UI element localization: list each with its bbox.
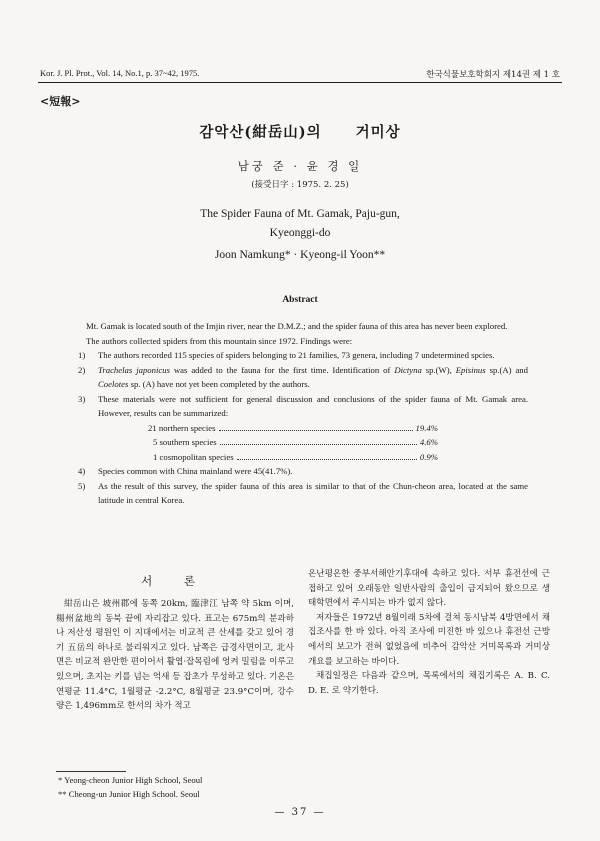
body-left-column bbox=[56, 597, 294, 714]
title-english bbox=[0, 205, 600, 243]
title-korean-part1: 감악산(紺岳山)의 bbox=[199, 124, 322, 141]
intro-heading: 서 론 bbox=[141, 574, 209, 588]
body-right-column bbox=[308, 567, 550, 698]
journal-name: 한국식물보호학회지 제14권 제 1 호 bbox=[426, 70, 560, 80]
body-paragraph: 채집일정은 다음과 같으며, 목록에서의 채집기록은 A. B. C. D. E. 로 약기한다. bbox=[308, 671, 550, 696]
abstract-heading: Abstract bbox=[282, 295, 318, 305]
footnote-2: ** Cheong-un Junior High School. Seoul bbox=[58, 789, 200, 799]
title-english-line1: The Spider Fauna of Mt. Gamak, Paju-gun, bbox=[200, 208, 400, 220]
received-date: (接受日字 : 1975. 2. 25) bbox=[251, 180, 349, 190]
abstract-body bbox=[78, 319, 528, 508]
finding-item: 5) As the result of this survey, the spider fauna of this area is similar to that of the Chun-cheon area, located at the same latitude in central Korea. bbox=[78, 480, 528, 505]
species-summary-table bbox=[148, 421, 438, 465]
body-paragraph: 저자들은 1972년 8월이래 5차에 걸쳐 동시남북 4방면에서 채집조사를 한 바 있다. 아직 조사에 미진한 바 있으나 휴전선 근방에서의 보고가 전혀 없었음에 비추어 감악산 거미목록과 거미상 개요를 보고하는 바이다. bbox=[308, 612, 550, 667]
summary-row: 21 northern species 19.4% bbox=[148, 422, 438, 433]
finding-item: 3) These materials were not sufficient for general discussion and conclusions of the spider fauna of Mt. Gamak area. However, results can be summarized: bbox=[78, 393, 528, 418]
authors-korean: 남궁 준 · 윤 경 일 bbox=[237, 159, 363, 173]
finding-item: 2) Trachelas japonicus was added to the fauna for the first time. Identification of Dictyna sp.(W), Episinus sp.(A) and Coelotes sp. (A) have not yet been completed by the authors. bbox=[78, 364, 528, 389]
authors-english: Joon Namkung* · Kyeong-il Yoon** bbox=[214, 249, 386, 261]
title-korean bbox=[0, 121, 600, 142]
title-english-line2: Kyeonggi-do bbox=[269, 227, 331, 239]
footnote-rule bbox=[56, 771, 126, 772]
page-number: — 37 — bbox=[274, 807, 326, 818]
header-rule bbox=[38, 82, 562, 83]
abstract-paragraph-1: Mt. Gamak is located south of the Imjin river, near the D.M.Z.; and the spider fauna of this area has never been explored. bbox=[86, 321, 508, 331]
body-paragraph: 紺岳山은 坡州郡에 동쪽 20km, 臨津江 남쪽 약 5km 이며, 楊州盆地의 동북 끝에 자리잡고 있다. 표고는 675m의 분과하나 저산성 평원인 이 지대에서는 비교적 큰 산세를 갖고 있어 경기 五岳의 하나로 불리워지고 있다. 남쪽은 급경사면이고, 北사면은 비교적 완만한 편이어서 활엽·잡목림에 엉켜 밀림을 이루고 있으며, 초지는 키를 넘는 억새 등 잡초가 무성하고 있다. 기온은 연평균 11.4°C, 1월평균 -2.2°C, 8월평균 23.9°C이며, 강수량은 1,496mm로 한서의 차가 적고 bbox=[56, 599, 294, 712]
abstract-paragraph-2: The authors collected spiders from this mountain since 1972. Findings were: bbox=[86, 335, 353, 346]
title-korean-part2: 거미상 bbox=[355, 124, 401, 141]
section-tag: <短報> bbox=[40, 95, 81, 108]
summary-row: 1 cosmopolitan species 0.9% bbox=[153, 451, 438, 462]
footnote-1: * Yeong-cheon Junior High School, Seoul bbox=[58, 775, 203, 785]
citation: Kor. J. Pl. Prot., Vol. 14, No.1, p. 37~42, 1975. bbox=[40, 68, 200, 78]
summary-row: 5 southern species 4.6% bbox=[153, 437, 438, 447]
finding-item: 1) The authors recorded 115 species of spiders belonging to 21 families, 73 genera, including 7 undetermined spcies. bbox=[78, 350, 495, 360]
finding-item: 4) Species common with China mainland were 45(41.7%). bbox=[78, 466, 293, 476]
body-paragraph: 온난평온한 중부서해안기후대에 속하고 있다. 서부 휴전선에 근접하고 있어 오래동안 일반사람의 출입이 금지되어 왔으므로 생태학면에서 주시되는 바가 없지 않다. bbox=[308, 569, 550, 609]
